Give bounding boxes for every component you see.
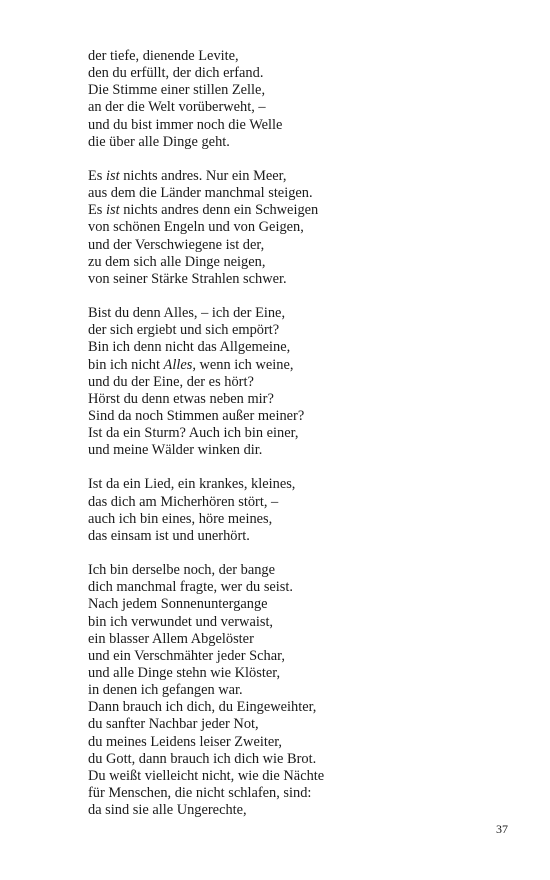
poem-line: du Gott, dann brauch ich dich wie Brot. (88, 750, 317, 767)
poem-line: Sind da noch Stimmen außer meiner? (88, 407, 305, 424)
poem-line: und du der Eine, der es hört? (88, 373, 254, 390)
stanza (88, 305, 508, 459)
emphasized-word: ist (106, 202, 120, 219)
poem-line: bin ich verwundet und verwaist, (88, 613, 274, 630)
emphasized-word: ist (106, 167, 120, 184)
line-segment: wenn ich weine, (195, 356, 294, 373)
poem-line: Bin ich denn nicht das Allgemeine, (88, 339, 291, 356)
poem-line: Ich bin derselbe noch, der bange (88, 562, 276, 579)
poem-line: auch ich bin eines, höre meines, (88, 510, 273, 527)
line-segment: nichts andres denn ein Schweigen (119, 202, 319, 219)
page-number: 37 (496, 822, 508, 836)
stanza (88, 48, 508, 151)
stanza (88, 476, 508, 545)
poem-line: Die Stimme einer stillen Zelle, (88, 82, 266, 99)
poem-line: ein blasser Allem Abgelöster (88, 630, 254, 647)
poem-line: von seiner Stärke Strahlen schwer. (88, 270, 287, 287)
poem-line (88, 168, 508, 185)
emphasized-word: Alles, (163, 356, 196, 373)
poem-line: an der die Welt vorüberweht, – (88, 99, 266, 116)
poem-line: und ein Verschmähter jeder Schar, (88, 647, 285, 664)
poem-line: für Menschen, die nicht schlafen, sind: (88, 785, 312, 802)
poem-line: Ist da ein Sturm? Auch ich bin einer, (88, 425, 299, 442)
poem-line: Bist du denn Alles, – ich der Eine, (88, 305, 286, 322)
poem-line: und du bist immer noch die Welle (88, 116, 283, 133)
poem-line (88, 202, 508, 219)
poem-line: aus dem die Länder manchmal steigen. (88, 185, 313, 202)
poem-line: und meine Wälder winken dir. (88, 442, 263, 459)
poem-line: da sind sie alle Ungerechte, (88, 802, 247, 819)
line-segment: nichts andres. Nur ein Meer, (119, 167, 287, 184)
poem-line: Nach jedem Sonnenuntergange (88, 596, 268, 613)
poem-line: Du weißt vielleicht nicht, wie die Nächte (88, 767, 325, 784)
poem-line: du meines Leidens leiser Zweiter, (88, 733, 283, 750)
poem-line: von schönen Engeln und von Geigen, (88, 219, 304, 236)
poem-line: der sich ergiebt und sich empört? (88, 322, 280, 339)
line-segment: Es (88, 202, 106, 219)
poem-line: Ist da ein Lied, ein krankes, kleines, (88, 476, 296, 493)
poem-line: Dann brauch ich dich, du Eingeweihter, (88, 699, 317, 716)
poem-line: das dich am Micherhören stört, – (88, 493, 279, 510)
poem-line: das einsam ist und unerhört. (88, 527, 250, 544)
poem-line: in denen ich gefangen war. (88, 682, 243, 699)
poem-line: den du erfüllt, der dich erfand. (88, 65, 264, 82)
poem-line (88, 357, 508, 374)
poem-line: dich manchmal fragte, wer du seist. (88, 579, 293, 596)
poem-line: der tiefe, dienende Levite, (88, 48, 239, 64)
line-segment: Es (88, 167, 106, 184)
poem-line: und alle Dinge stehn wie Klöster, (88, 665, 281, 681)
stanza (88, 562, 508, 819)
poem-line: Hörst du denn etwas neben mir? (88, 390, 274, 407)
poem-line: und der Verschwiegene ist der, (88, 236, 265, 253)
stanza (88, 168, 508, 288)
poem-text (88, 48, 508, 836)
poem-line: du sanfter Nachbar jeder Not, (88, 716, 259, 733)
poem-line: die über alle Dinge geht. (88, 133, 230, 150)
line-segment: bin ich nicht (88, 356, 164, 373)
poem-line: zu dem sich alle Dinge neigen, (88, 253, 266, 270)
